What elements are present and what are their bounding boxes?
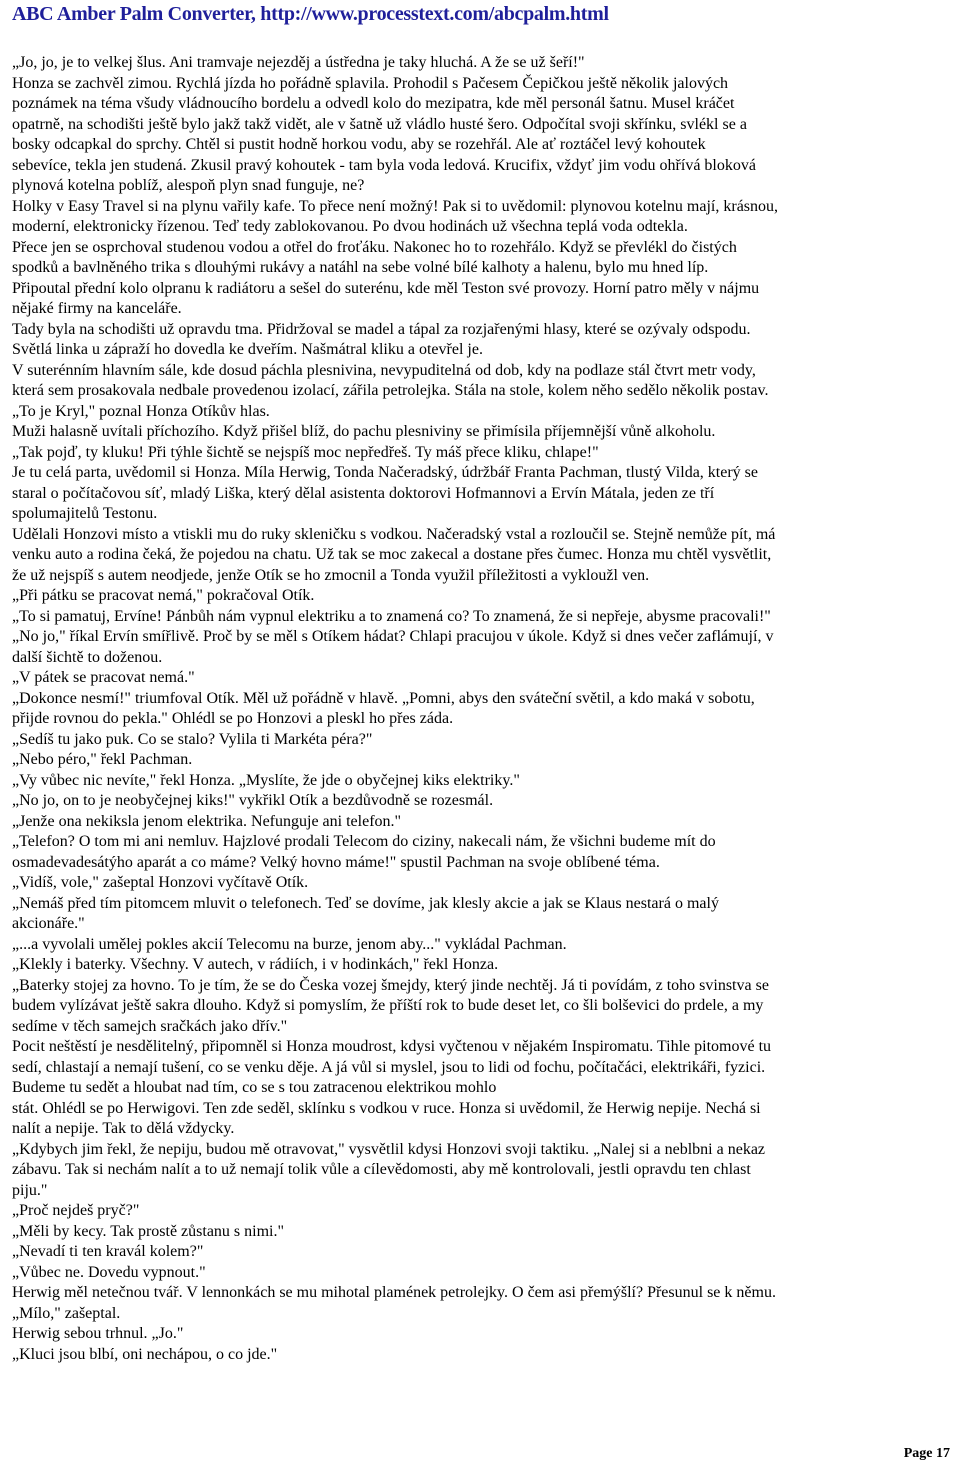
- text-line: „Vidíš, vole," zašeptal Honzovi vyčítavě Otík.: [12, 874, 309, 891]
- text-line: sedí, chlastají a nemají tušení, co se venku děje. A já vůl si myslel, jsou to lidi od fochu, počítačáci, elektrikáři, fyzici.: [12, 1058, 766, 1076]
- text-line: spodků a bavlněného trika s dlouhými rukávy a natáhl na sebe volné bílé kalhoty a halenu, bylo mu hned líp.: [12, 259, 709, 276]
- text-line: Udělali Honzovi místo a vtiskli mu do ruky skleničku s vodkou. Načeradský vstal a rozloučil se. Stejně nemůže pít, má: [12, 525, 776, 543]
- text-line: „Mílo," zašeptal.: [12, 1304, 121, 1322]
- text-line: „Proč nejdeš pryč?": [12, 1202, 140, 1219]
- text-line: „Kdybych jim řekl, že nepiju, budou mě otravovat," vysvětlil kdysi Honzovi svoji taktiku. „Nalej si a neblbni a nekaz: [12, 1140, 766, 1158]
- text-line: „No jo, on to je neobyčejnej kiks!" vykřikl Otík a bezdůvodně se rozesmál.: [12, 792, 494, 809]
- text-line: venku auto a rodina čeká, že pojedou na chatu. Už tak se moc zakecal a dostane přes čumec. Honza mu chtěl vysvětlit,: [12, 546, 772, 563]
- text-line: Honza se zachvěl zimou. Rychlá jízda ho pořádně splavila. Prohodil s Pačesem Čepičkou ještě několik jalových: [12, 74, 729, 92]
- text-line: Připoutal přední kolo olpranu k radiátoru a sešel do suterénu, kde měl Teston své provozy. Horní patro měly v nájmu: [12, 279, 760, 297]
- text-line: „Nevadí ti ten kravál kolem?": [12, 1243, 204, 1260]
- text-line: další šichtě to doženou.: [12, 648, 163, 666]
- text-line: stát. Ohlédl se po Herwigovi. Ten zde seděl, sklínku s vodkou v ruce. Honza si uvědomil, že Herwig nepije. Nechá si: [12, 1099, 761, 1117]
- text-line: osmadevadesátýho aparát a co máme? Velký hovno máme!" spustil Pachman na svoje oblíbené téma.: [12, 853, 660, 871]
- text-line: která sem prosakovala nedbale provedenou izolací, zářila petrolejka. Stála na stole, kolem něho sedělo několik postav.: [12, 382, 769, 399]
- text-line: „Měli by kecy. Tak prostě zůstanu s nimi.": [12, 1222, 285, 1240]
- text-line: „Dokonce nesmí!" triumfoval Otík. Měl už pořádně v hlavě. „Pomni, abys den sváteční světil, a kdo maká v sobotu,: [12, 689, 755, 707]
- text-line: „...a vyvolali umělej pokles akcií Telecomu na burze, jenom aby..." vykládal Pachman.: [12, 935, 567, 953]
- text-line: akcionáře.": [12, 915, 85, 932]
- text-line: nějaké firmy na kanceláře.: [12, 300, 182, 317]
- text-line: sedíme v těch samejch sračkách jako dřív.": [12, 1017, 288, 1035]
- text-line: piju.": [12, 1181, 48, 1199]
- text-line: „No jo," říkal Ervín smířlivě. Proč by se měl s Otíkem hádat? Chlapi pracujou v úkole. Když si dnes večer zaflámují, v: [12, 628, 774, 645]
- text-line: „Vůbec ne. Dovedu vypnout.": [12, 1263, 206, 1281]
- text-line: „Vy vůbec nic nevíte," řekl Honza. „Myslíte, že jde o obyčejnej kiks elektriky.": [12, 771, 520, 789]
- text-line: že už nejspíš s autem neodjede, jenže Otík se ho zmocnil a Tonda využil příležitosti a vykloužl ven.: [12, 566, 650, 584]
- text-line: přijde rovnou do pekla." Ohlédl se po Honzovi a pleskl ho přes záda.: [12, 710, 454, 727]
- text-line: Tady byla na schodišti už opravdu tma. Přidržoval se madel a tápal za rozjařenými hlasy, které se ozývaly odspodu.: [12, 320, 751, 338]
- text-line: „Sedíš tu jako puk. Co se stalo? Vylila ti Markéta péra?": [12, 730, 373, 748]
- text-line: Pocit neštěstí je nesdělitelný, připomněl si Honza moudrost, kdysi vyčtenou v nějakém Inspiromatu. Tihle pitomové tu: [12, 1038, 772, 1055]
- text-line: zábavu. Tak si nechám nalít a to už nemají tolik vůle a cílevědomosti, aby mě kontrolovali, jestli opravdu ten chlast: [12, 1161, 751, 1178]
- text-line: Muži halasně uvítali příchozího. Když přišel blíž, do pachu plesniviny se přimísila příjemnější vůně alkoholu.: [12, 423, 716, 440]
- text-line: „Tak pojď, ty kluku! Při týhle šichtě se nejspíš moc nepředřeš. Ty máš přece kliku, chlape!": [12, 443, 599, 461]
- document-body: [12, 53, 942, 1365]
- text-line: plynová kotelna poblíž, alespoň plyn snad funguje, ne?: [12, 177, 365, 194]
- text-line: sebevíce, tekla jen studená. Zkusil pravý kohoutek - tam byla voda ledová. Krucifix, vždyť jim vodu ohřívá bloková: [12, 156, 756, 174]
- text-line: Přece jen se osprchoval studenou vodou a otřel do froťáku. Nakonec ho to rozehřálo. Když se převlékl do čistých: [12, 238, 737, 256]
- text-line: nalít a nepije. Tak to dělá vždycky.: [12, 1120, 235, 1137]
- text-line: „Nebo péro," řekl Pachman.: [12, 751, 193, 768]
- text-line: bosky odcapkal do sprchy. Chtěl si pustit hodně horkou vodu, aby se rozehřál. Ale ať roztáčel levý kohoutek: [12, 136, 706, 153]
- text-line: „Klekly i baterky. Všechny. V autech, v rádiích, i v hodinkách," řekl Honza.: [12, 956, 499, 973]
- text-line: „Baterky stojej za hovno. To je tím, že se do Česka vozej šmejdy, který jinde nechtěj. Já ti povídám, z toho svinstva se: [12, 976, 769, 994]
- text-line: „Kluci jsou blbí, oni nechápou, o co jde.": [12, 1345, 278, 1363]
- text-line: Herwig měl netečnou tvář. V lennonkách se mu mihotal plamének petrolejky. O čem asi přemýšlí? Přesunul se k němu.: [12, 1284, 776, 1301]
- text-line: poznámek na téma všudy vládnoucího bordelu a odvedl kolo do mezipatra, kde měl personál šatnu. Musel kráčet: [12, 95, 735, 112]
- text-line: Je tu celá parta, uvědomil si Honza. Míla Herwig, Tonda Načeradský, údržbář Franta Pachman, tlustý Vilda, který se: [12, 464, 758, 481]
- text-line: spolumajitelů Testonu.: [12, 505, 158, 522]
- text-line: Herwig sebou trhnul. „Jo.": [12, 1325, 184, 1342]
- text-line: „Telefon? O tom mi ani nemluv. Hajzlové prodali Telecom do ciziny, nakecali nám, že všichni budeme mít do: [12, 833, 716, 850]
- converter-header: ABC Amber Palm Converter, http://www.processtext.com/abcpalm.html: [12, 3, 609, 25]
- text-line: budem vylízávat ještě sakra dlouho. Když si pomyslím, že příští rok to bude deset let, co šli bolševici do prdele, a my: [12, 997, 764, 1014]
- text-line: staral o počítačovou síť, mladý Liška, který dělal asistenta doktorovi Hofmannovi a Ervín Mátala, jeden ze tří: [12, 484, 715, 502]
- text-line: Světlá linka u zápraží ho dovedla ke dveřím. Našmátral kliku a otevřel je.: [12, 341, 483, 358]
- text-line: „Při pátku se pracovat nemá," pokračoval Otík.: [12, 587, 315, 604]
- text-line: moderní, elektronicky řízenou. Teď tedy zablokovanou. Po dvou hodinách už všechna teplá voda odtekla.: [12, 218, 688, 235]
- text-line: „To je Kryl," poznal Honza Otíkův hlas.: [12, 402, 270, 420]
- text-line: Budeme tu sedět a hloubat nad tím, co se s tou zatracenou elektrikou mohlo: [12, 1079, 497, 1096]
- text-line: Holky v Easy Travel si na plynu vařily kafe. To přece není možný! Pak si to uvědomil: plynovou kotelnu mají, krásnou,: [12, 197, 779, 215]
- text-line: V suterénním hlavním sále, kde dosud páchla plesnivina, nevypuditelná od dob, kdy na podlaze stál čtvrt metr vody,: [12, 361, 756, 379]
- text-line: „Jenže ona nekiksla jenom elektrika. Nefunguje ani telefon.": [12, 812, 402, 830]
- text-line: „V pátek se pracovat nemá.": [12, 669, 195, 686]
- text-line: opatrně, na schodišti ještě bylo jakž takž vidět, ale v šatně už vládlo husté šero. Odpočítal svoji skřínku, svlékl se a: [12, 115, 747, 133]
- page-number: Page 17: [903, 1446, 950, 1461]
- text-line: „To si pamatuj, Ervíne! Pánbůh nám vypnul elektriku a to znamená co? To znamená, že si nepřeje, abysme pracovali!": [12, 607, 771, 625]
- text-line: „Nemáš před tím pitomcem mluvit o telefonech. Teď se dovíme, jak klesly akcie a jak se Klaus nestará o malý: [12, 894, 719, 912]
- text-line: „Jo, jo, je to velkej šlus. Ani tramvaje nejezděj a ústředna je taky hluchá. A že se už šeří!": [12, 54, 585, 71]
